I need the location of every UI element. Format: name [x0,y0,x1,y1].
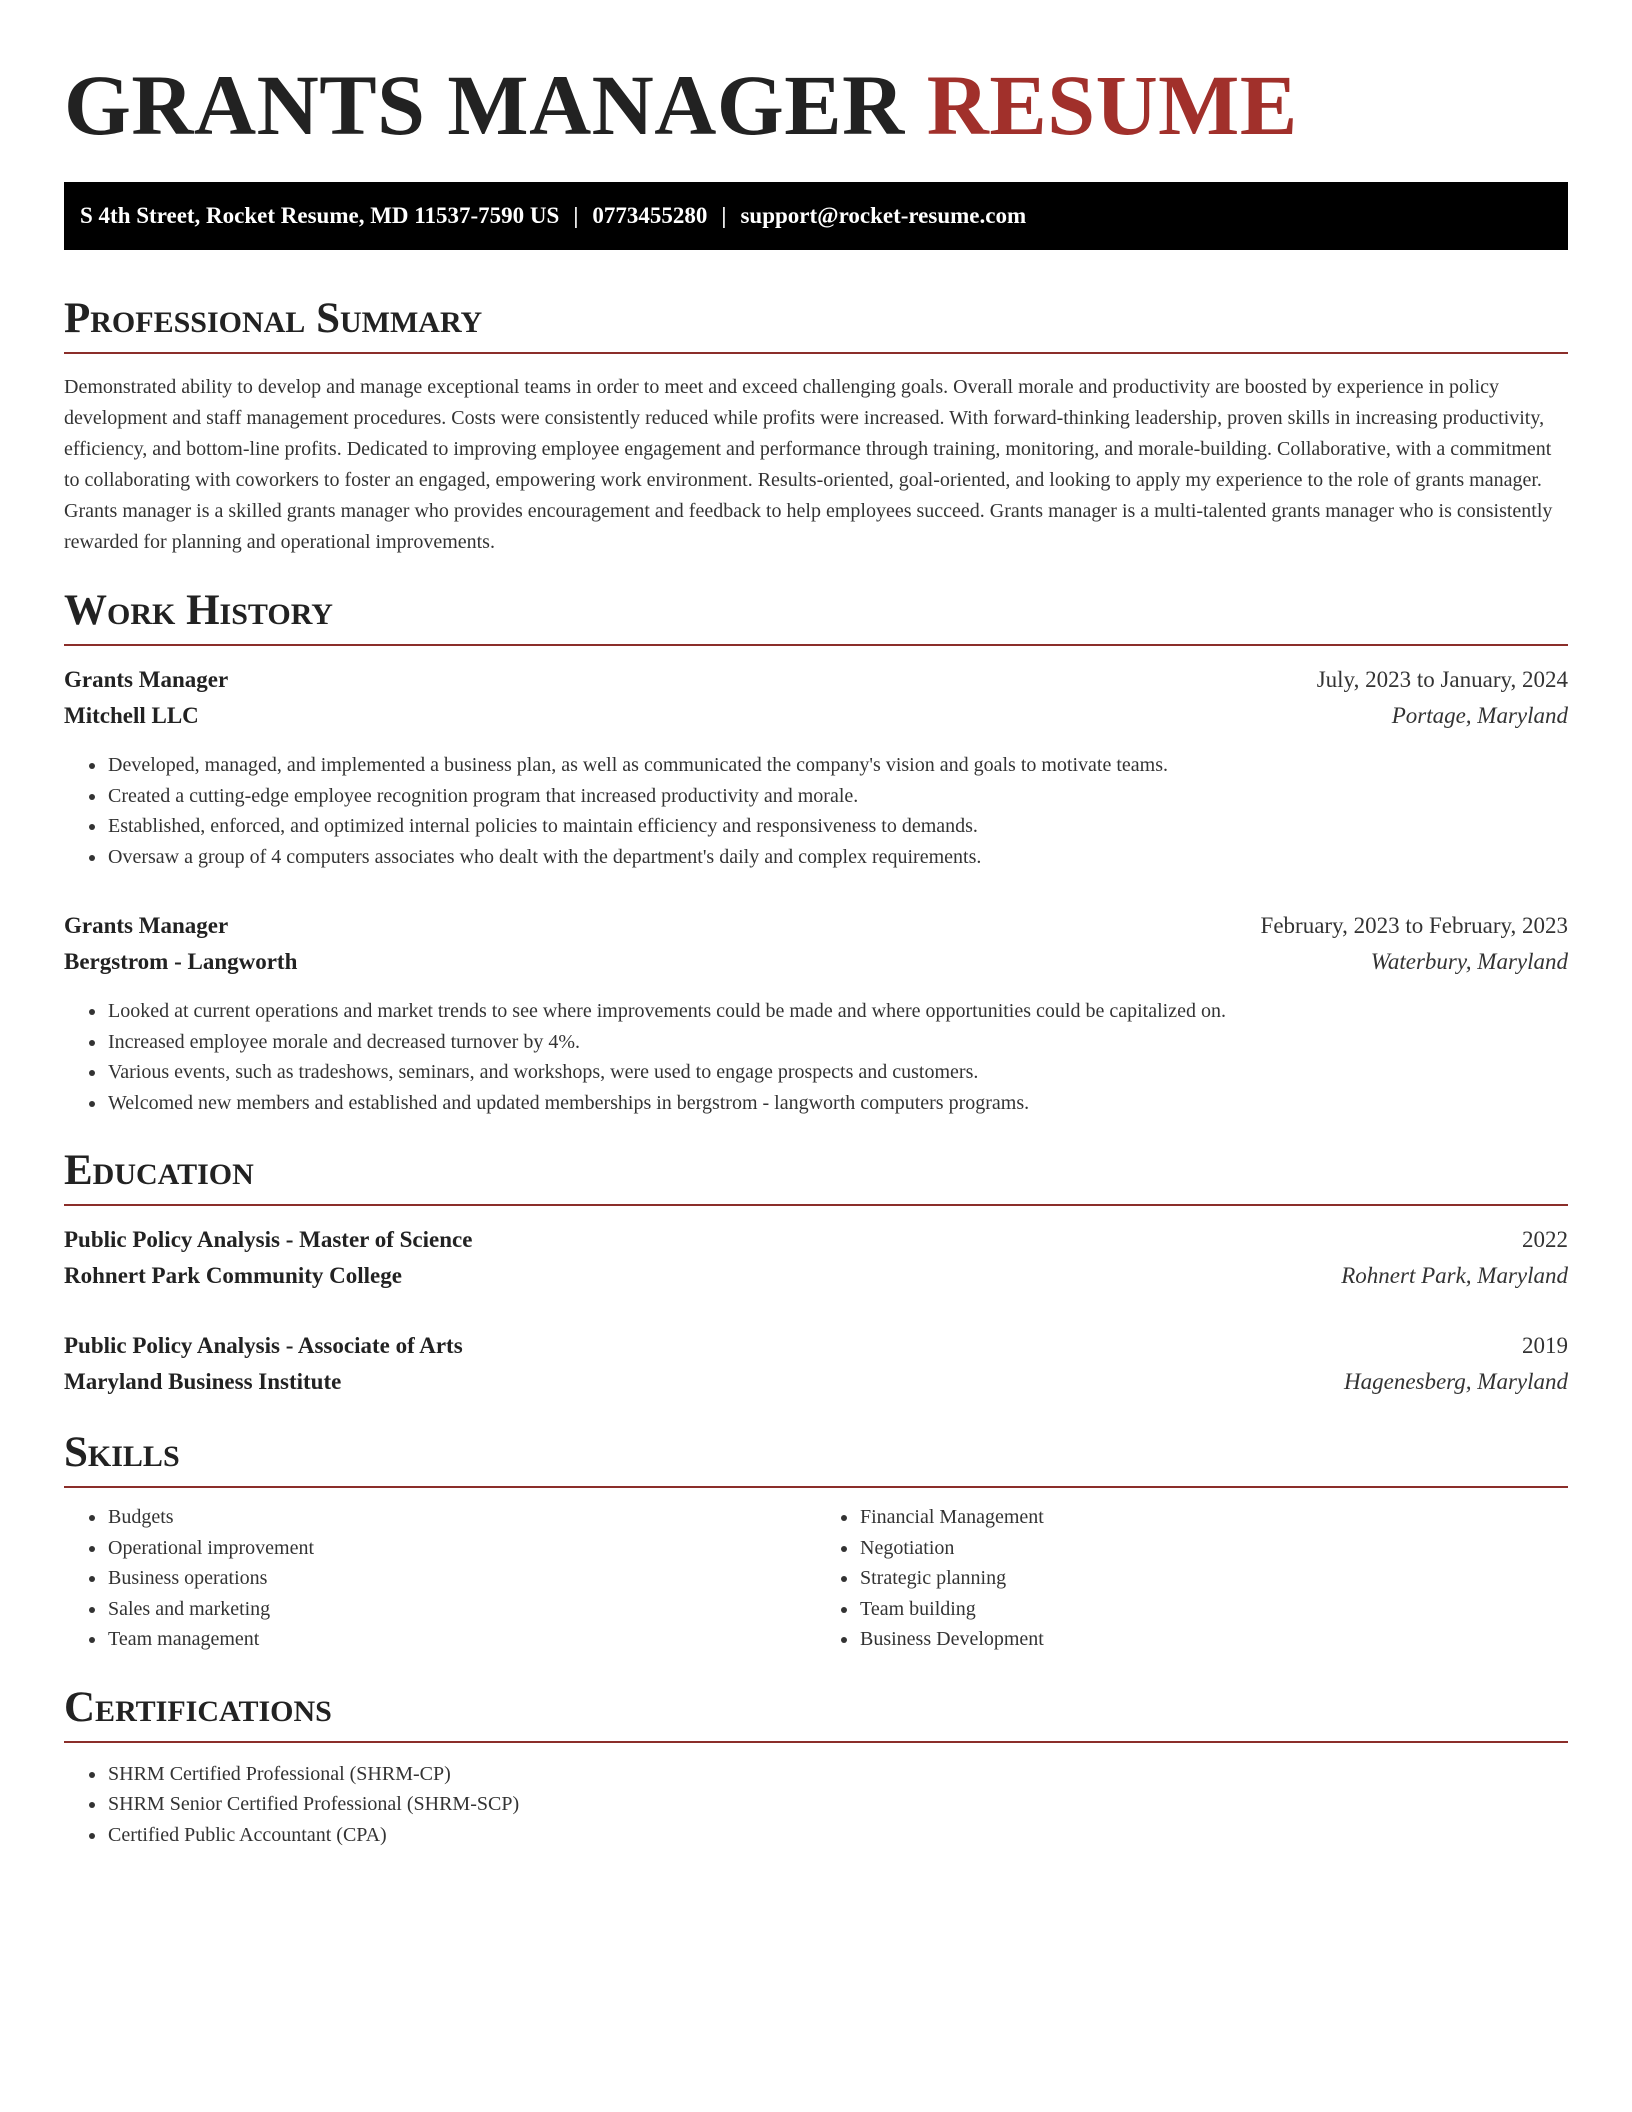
skill-item: • Business operations [107,1563,816,1594]
skills-list-left [64,1502,816,1655]
education-entry [64,1328,1568,1400]
graduation-year: 2022 [1522,1227,1568,1252]
job-dates: July, 2023 to January, 2024 [1316,667,1568,692]
list-item: • Looked at current operations and market trends to see where improvements could be made and where opportunities could be capitalized on. [107,996,1568,1027]
job-title: Grants Manager [64,913,229,938]
list-item: • Created a cutting-edge employee recognition program that increased productivity and morale. [107,781,1568,812]
degree: Public Policy Analysis - Associate of Arts [64,1333,463,1358]
skill-item: • Negotiation [859,1533,1568,1564]
school: Rohnert Park Community College [64,1263,402,1288]
skill-item: • Team management [107,1624,816,1655]
work-entry [64,908,1568,1118]
skill-item: • Business Development [859,1624,1568,1655]
job-company: Bergstrom - Langworth [64,949,298,974]
education-entry-subheader [64,1364,1568,1400]
job-dates: February, 2023 to February, 2023 [1260,913,1568,938]
skill-item: • Financial Management [859,1502,1568,1533]
section-heading-work-history: Work History [64,582,1568,646]
education-entry-subheader [64,1258,1568,1294]
job-title: Grants Manager [64,667,229,692]
school-location: Rohnert Park, Maryland [1341,1263,1568,1288]
summary-text: Demonstrated ability to develop and manage exceptional teams in order to meet and exceed challenging goals. Overall morale and productivity are boosted by experience in policy development and staff management procedures. Costs were consistently reduced while profits were increased. With forward-thinking leadership, proven skills in increasing productivity, efficiency, and bottom-line profits. Dedicated to improving employee engagement and performance through training, monitoring, and morale-building. Collaborative, with a commitment to collaborating with coworkers to foster an engaged, empowering work environment. Results-oriented, goal-oriented, and looking to apply my experience to the role of grants manager. Grants manager is a skilled grants manager who provides encouragement and feedback to help employees succeed. Grants manager is a multi-talented grants manager who is consistently rewarded for planning and operational improvements. [64,376,1553,553]
section-heading-education: Education [64,1142,1568,1206]
graduation-year: 2019 [1522,1333,1568,1358]
certification-item: • SHRM Senior Certified Professional (SHRM-SCP) [107,1789,1568,1820]
resume-title-accent: RESUME [926,57,1298,153]
job-bullets [64,996,1568,1118]
list-item: • Oversaw a group of 4 computers associates who dealt with the department's daily and complex requirements. [107,842,1568,873]
contact-email[interactable]: support@rocket-resume.com [740,203,1027,228]
work-entry-header [64,908,1568,944]
work-entry-header [64,662,1568,698]
education-entry-header [64,1222,1568,1258]
list-item: • Increased employee morale and decreased turnover by 4%. [107,1027,1568,1058]
education-entry-header [64,1328,1568,1364]
skills-grid [64,1502,1568,1655]
certification-item: • SHRM Certified Professional (SHRM-CP) [107,1759,1568,1790]
school: Maryland Business Institute [64,1369,342,1394]
resume-title [64,50,1568,160]
job-location: Portage, Maryland [1391,703,1568,728]
section-heading-summary: Professional Summary [64,290,1568,354]
contact-phone[interactable]: 0773455280 [592,203,708,228]
list-item: • Welcomed new members and established and updated memberships in bergstrom - langworth computers programs. [107,1088,1568,1119]
contact-bar [64,182,1568,250]
skill-item: • Strategic planning [859,1563,1568,1594]
resume-title-main: GRANTS MANAGER [64,57,905,153]
list-item: • Established, enforced, and optimized internal policies to maintain efficiency and responsiveness to demands. [107,811,1568,842]
skills-list-right [816,1502,1568,1655]
work-entry [64,662,1568,872]
section-heading-skills: Skills [64,1424,1568,1488]
skill-item: • Operational improvement [107,1533,816,1564]
skill-item: • Budgets [107,1502,816,1533]
contact-separator: | [721,203,727,228]
education-entry [64,1222,1568,1294]
contact-address: S 4th Street, Rocket Resume, MD 11537-7590 US [80,203,560,228]
job-bullets [64,750,1568,872]
list-item: • Developed, managed, and implemented a business plan, as well as communicated the company's vision and goals to motivate teams. [107,750,1568,781]
skill-item: • Team building [859,1594,1568,1625]
section-heading-certifications: Certifications [64,1679,1568,1743]
contact-separator: | [573,203,579,228]
school-location: Hagenesberg, Maryland [1344,1369,1568,1394]
work-entry-subheader [64,698,1568,734]
list-item: • Various events, such as tradeshows, seminars, and workshops, were used to engage prospects and customers. [107,1057,1568,1088]
certification-item: • Certified Public Accountant (CPA) [107,1820,1568,1851]
job-company: Mitchell LLC [64,703,199,728]
job-location: Waterbury, Maryland [1370,949,1568,974]
certifications-list [64,1759,1568,1851]
degree: Public Policy Analysis - Master of Science [64,1227,473,1252]
skill-item: • Sales and marketing [107,1594,816,1625]
work-entry-subheader [64,944,1568,980]
